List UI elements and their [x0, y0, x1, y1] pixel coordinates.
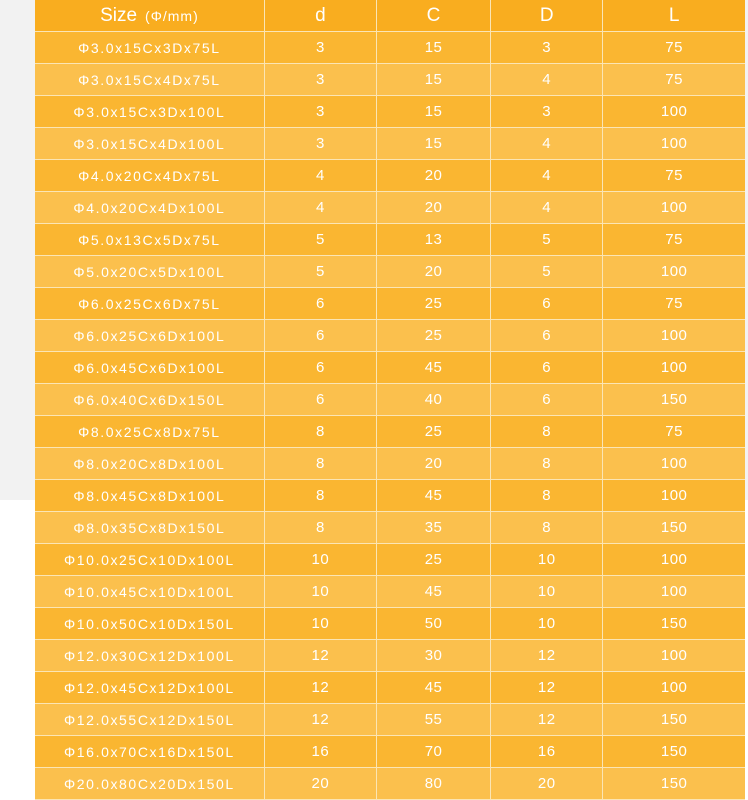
cell-C: 20: [376, 160, 490, 192]
cell-D: 5: [491, 256, 603, 288]
cell-C: 40: [376, 384, 490, 416]
table-row: [35, 672, 745, 704]
cell-d: 6: [264, 320, 376, 352]
cell-d: 12: [264, 640, 376, 672]
cell-d: 12: [264, 704, 376, 736]
cell-L: 150: [603, 736, 745, 768]
cell-L: 75: [603, 416, 745, 448]
cell-D: 10: [491, 544, 603, 576]
table-row: [35, 544, 745, 576]
cell-D: 10: [491, 576, 603, 608]
table-row: [35, 512, 745, 544]
cell-size: Φ5.0x13Cx5Dx75L: [35, 224, 264, 256]
cell-size: Φ5.0x20Cx5Dx100L: [35, 256, 264, 288]
header-d: d: [264, 0, 376, 32]
cell-size: Φ3.0x15Cx4Dx100L: [35, 128, 264, 160]
table-row: [35, 352, 745, 384]
cell-d: 10: [264, 608, 376, 640]
cell-d: 10: [264, 576, 376, 608]
cell-D: 12: [491, 640, 603, 672]
cell-size: Φ3.0x15Cx3Dx75L: [35, 32, 264, 64]
cell-D: 6: [491, 288, 603, 320]
cell-d: 5: [264, 224, 376, 256]
header-size-unit: (Φ/mm): [145, 7, 199, 24]
table-row: [35, 416, 745, 448]
cell-L: 100: [603, 480, 745, 512]
table-row: [35, 576, 745, 608]
cell-D: 6: [491, 384, 603, 416]
cell-size: Φ6.0x40Cx6Dx150L: [35, 384, 264, 416]
cell-size: Φ10.0x45Cx10Dx100L: [35, 576, 264, 608]
header-row: [35, 0, 745, 32]
cell-d: 8: [264, 480, 376, 512]
cell-L: 150: [603, 704, 745, 736]
cell-D: 6: [491, 320, 603, 352]
cell-C: 50: [376, 608, 490, 640]
table-row: [35, 448, 745, 480]
cell-size: Φ4.0x20Cx4Dx100L: [35, 192, 264, 224]
cell-d: 10: [264, 544, 376, 576]
cell-D: 3: [491, 32, 603, 64]
cell-d: 3: [264, 32, 376, 64]
cell-C: 70: [376, 736, 490, 768]
size-table: [35, 0, 745, 800]
cell-L: 100: [603, 544, 745, 576]
cell-L: 75: [603, 64, 745, 96]
cell-D: 8: [491, 512, 603, 544]
table-row: [35, 64, 745, 96]
cell-d: 6: [264, 352, 376, 384]
table-row: [35, 384, 745, 416]
cell-d: 6: [264, 384, 376, 416]
cell-C: 15: [376, 64, 490, 96]
cell-D: 4: [491, 64, 603, 96]
cell-L: 100: [603, 320, 745, 352]
header-C: C: [376, 0, 490, 32]
cell-size: Φ8.0x20Cx8Dx100L: [35, 448, 264, 480]
cell-C: 25: [376, 288, 490, 320]
cell-d: 16: [264, 736, 376, 768]
cell-C: 25: [376, 544, 490, 576]
cell-d: 8: [264, 512, 376, 544]
cell-size: Φ3.0x15Cx3Dx100L: [35, 96, 264, 128]
cell-L: 100: [603, 256, 745, 288]
cell-C: 80: [376, 768, 490, 800]
cell-size: Φ3.0x15Cx4Dx75L: [35, 64, 264, 96]
cell-C: 45: [376, 672, 490, 704]
cell-D: 20: [491, 768, 603, 800]
cell-size: Φ12.0x55Cx12Dx150L: [35, 704, 264, 736]
cell-size: Φ12.0x45Cx12Dx100L: [35, 672, 264, 704]
header-size-label: Size: [100, 4, 138, 26]
cell-C: 30: [376, 640, 490, 672]
cell-D: 4: [491, 160, 603, 192]
cell-D: 12: [491, 672, 603, 704]
cell-D: 12: [491, 704, 603, 736]
cell-C: 20: [376, 192, 490, 224]
cell-size: Φ12.0x30Cx12Dx100L: [35, 640, 264, 672]
cell-C: 15: [376, 128, 490, 160]
cell-D: 3: [491, 96, 603, 128]
cell-size: Φ10.0x50Cx10Dx150L: [35, 608, 264, 640]
cell-C: 35: [376, 512, 490, 544]
table-row: [35, 608, 745, 640]
cell-C: 15: [376, 32, 490, 64]
table-row: [35, 256, 745, 288]
cell-size: Φ4.0x20Cx4Dx75L: [35, 160, 264, 192]
cell-L: 150: [603, 608, 745, 640]
cell-d: 3: [264, 96, 376, 128]
cell-L: 150: [603, 384, 745, 416]
header-size: [35, 0, 264, 32]
table-row: [35, 768, 745, 800]
header-L: L: [603, 0, 745, 32]
cell-D: 4: [491, 128, 603, 160]
table-header: [35, 0, 745, 32]
cell-D: 4: [491, 192, 603, 224]
cell-L: 100: [603, 352, 745, 384]
cell-d: 4: [264, 160, 376, 192]
cell-L: 100: [603, 128, 745, 160]
cell-size: Φ20.0x80Cx20Dx150L: [35, 768, 264, 800]
cell-D: 16: [491, 736, 603, 768]
cell-L: 100: [603, 192, 745, 224]
cell-D: 6: [491, 352, 603, 384]
table-row: [35, 192, 745, 224]
cell-C: 15: [376, 96, 490, 128]
header-D: D: [491, 0, 603, 32]
cell-C: 45: [376, 576, 490, 608]
cell-d: 8: [264, 448, 376, 480]
cell-size: Φ16.0x70Cx16Dx150L: [35, 736, 264, 768]
cell-D: 8: [491, 480, 603, 512]
table-row: [35, 320, 745, 352]
cell-D: 8: [491, 416, 603, 448]
cell-d: 4: [264, 192, 376, 224]
cell-L: 100: [603, 448, 745, 480]
cell-C: 13: [376, 224, 490, 256]
cell-size: Φ6.0x25Cx6Dx100L: [35, 320, 264, 352]
table-row: [35, 128, 745, 160]
cell-L: 100: [603, 576, 745, 608]
table-row: [35, 32, 745, 64]
cell-D: 10: [491, 608, 603, 640]
cell-d: 6: [264, 288, 376, 320]
cell-size: Φ10.0x25Cx10Dx100L: [35, 544, 264, 576]
table-row: [35, 736, 745, 768]
cell-d: 8: [264, 416, 376, 448]
cell-size: Φ8.0x45Cx8Dx100L: [35, 480, 264, 512]
cell-d: 5: [264, 256, 376, 288]
cell-d: 20: [264, 768, 376, 800]
cell-L: 75: [603, 288, 745, 320]
cell-C: 55: [376, 704, 490, 736]
cell-C: 45: [376, 352, 490, 384]
cell-L: 100: [603, 640, 745, 672]
table-row: [35, 96, 745, 128]
cell-size: Φ6.0x25Cx6Dx75L: [35, 288, 264, 320]
cell-size: Φ8.0x35Cx8Dx150L: [35, 512, 264, 544]
cell-D: 8: [491, 448, 603, 480]
table-row: [35, 704, 745, 736]
cell-C: 25: [376, 320, 490, 352]
cell-L: 75: [603, 160, 745, 192]
cell-D: 5: [491, 224, 603, 256]
cell-L: 75: [603, 224, 745, 256]
cell-L: 150: [603, 512, 745, 544]
cell-L: 150: [603, 768, 745, 800]
cell-C: 20: [376, 256, 490, 288]
table-body: [35, 32, 745, 800]
cell-C: 20: [376, 448, 490, 480]
cell-size: Φ8.0x25Cx8Dx75L: [35, 416, 264, 448]
cell-d: 3: [264, 128, 376, 160]
cell-L: 100: [603, 96, 745, 128]
table-row: [35, 480, 745, 512]
table-row: [35, 224, 745, 256]
table-row: [35, 160, 745, 192]
cell-C: 25: [376, 416, 490, 448]
cell-size: Φ6.0x45Cx6Dx100L: [35, 352, 264, 384]
cell-C: 45: [376, 480, 490, 512]
cell-L: 75: [603, 32, 745, 64]
table-row: [35, 288, 745, 320]
cell-d: 3: [264, 64, 376, 96]
cell-d: 12: [264, 672, 376, 704]
table-row: [35, 640, 745, 672]
cell-L: 100: [603, 672, 745, 704]
